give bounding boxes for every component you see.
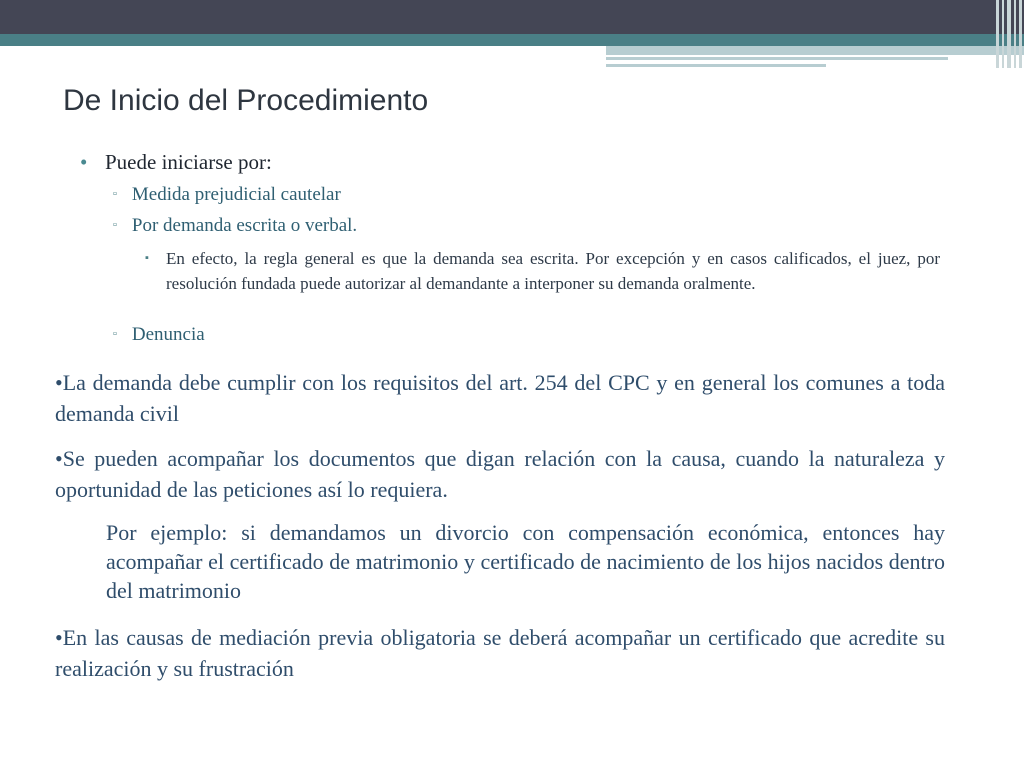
- example-paragraph: Por ejemplo: si demandamos un divorcio con compensación económica, entonces hay acompañar el certificado de matrimonio y certificado de nacimiento de los hijos nacidos dentro del matrimonio: [106, 520, 945, 603]
- bullet-level2: [113, 184, 341, 206]
- body-paragraph: •La demanda debe cumplir con los requisitos del art. 254 del CPC y en general los comunes a toda demanda civil: [55, 370, 945, 426]
- sub-bullet-marker: ▫: [113, 219, 117, 231]
- bullet-marker: •: [80, 150, 88, 174]
- header-accent-line: [606, 64, 826, 67]
- bullet-text: Medida prejudicial cautelar: [131, 184, 341, 205]
- body-paragraph: •Se pueden acompañar los documentos que digan relación con la causa, cuando la naturaleza y oportunidad de las peticiones así lo requiera.: [55, 446, 945, 502]
- bullet-level2: [113, 215, 357, 237]
- header-band-dark: [0, 0, 1024, 34]
- sub-bullet-marker: ▫: [113, 328, 117, 340]
- header-band-teal: [0, 34, 1024, 46]
- bullet-text: En efecto, la regla general es que la demanda sea escrita. Por excepción y en casos calificados, el juez, por resolución fundada puede autorizar al demandante a interponer su demanda oralmente.: [166, 249, 940, 293]
- sub-bullet-marker: ▫: [113, 188, 117, 200]
- bullet-level3: [145, 246, 940, 296]
- bullet-level2: [113, 324, 205, 346]
- bullet-text: Denuncia: [131, 324, 205, 345]
- slide-title: De Inicio del Procedimiento: [63, 84, 429, 117]
- header-accent-line: [606, 57, 948, 60]
- bullet-text: Por demanda escrita o verbal.: [131, 215, 358, 236]
- body-paragraph: •En las causas de mediación previa obligatoria se deberá acompañar un certificado que acredite su realización y su frustración: [55, 625, 945, 681]
- bullet-text: Puede iniciarse por:: [105, 150, 272, 174]
- header-stripes: [994, 0, 1024, 68]
- subsub-bullet-marker: ▪: [145, 252, 149, 264]
- header-band-light: [606, 46, 1024, 55]
